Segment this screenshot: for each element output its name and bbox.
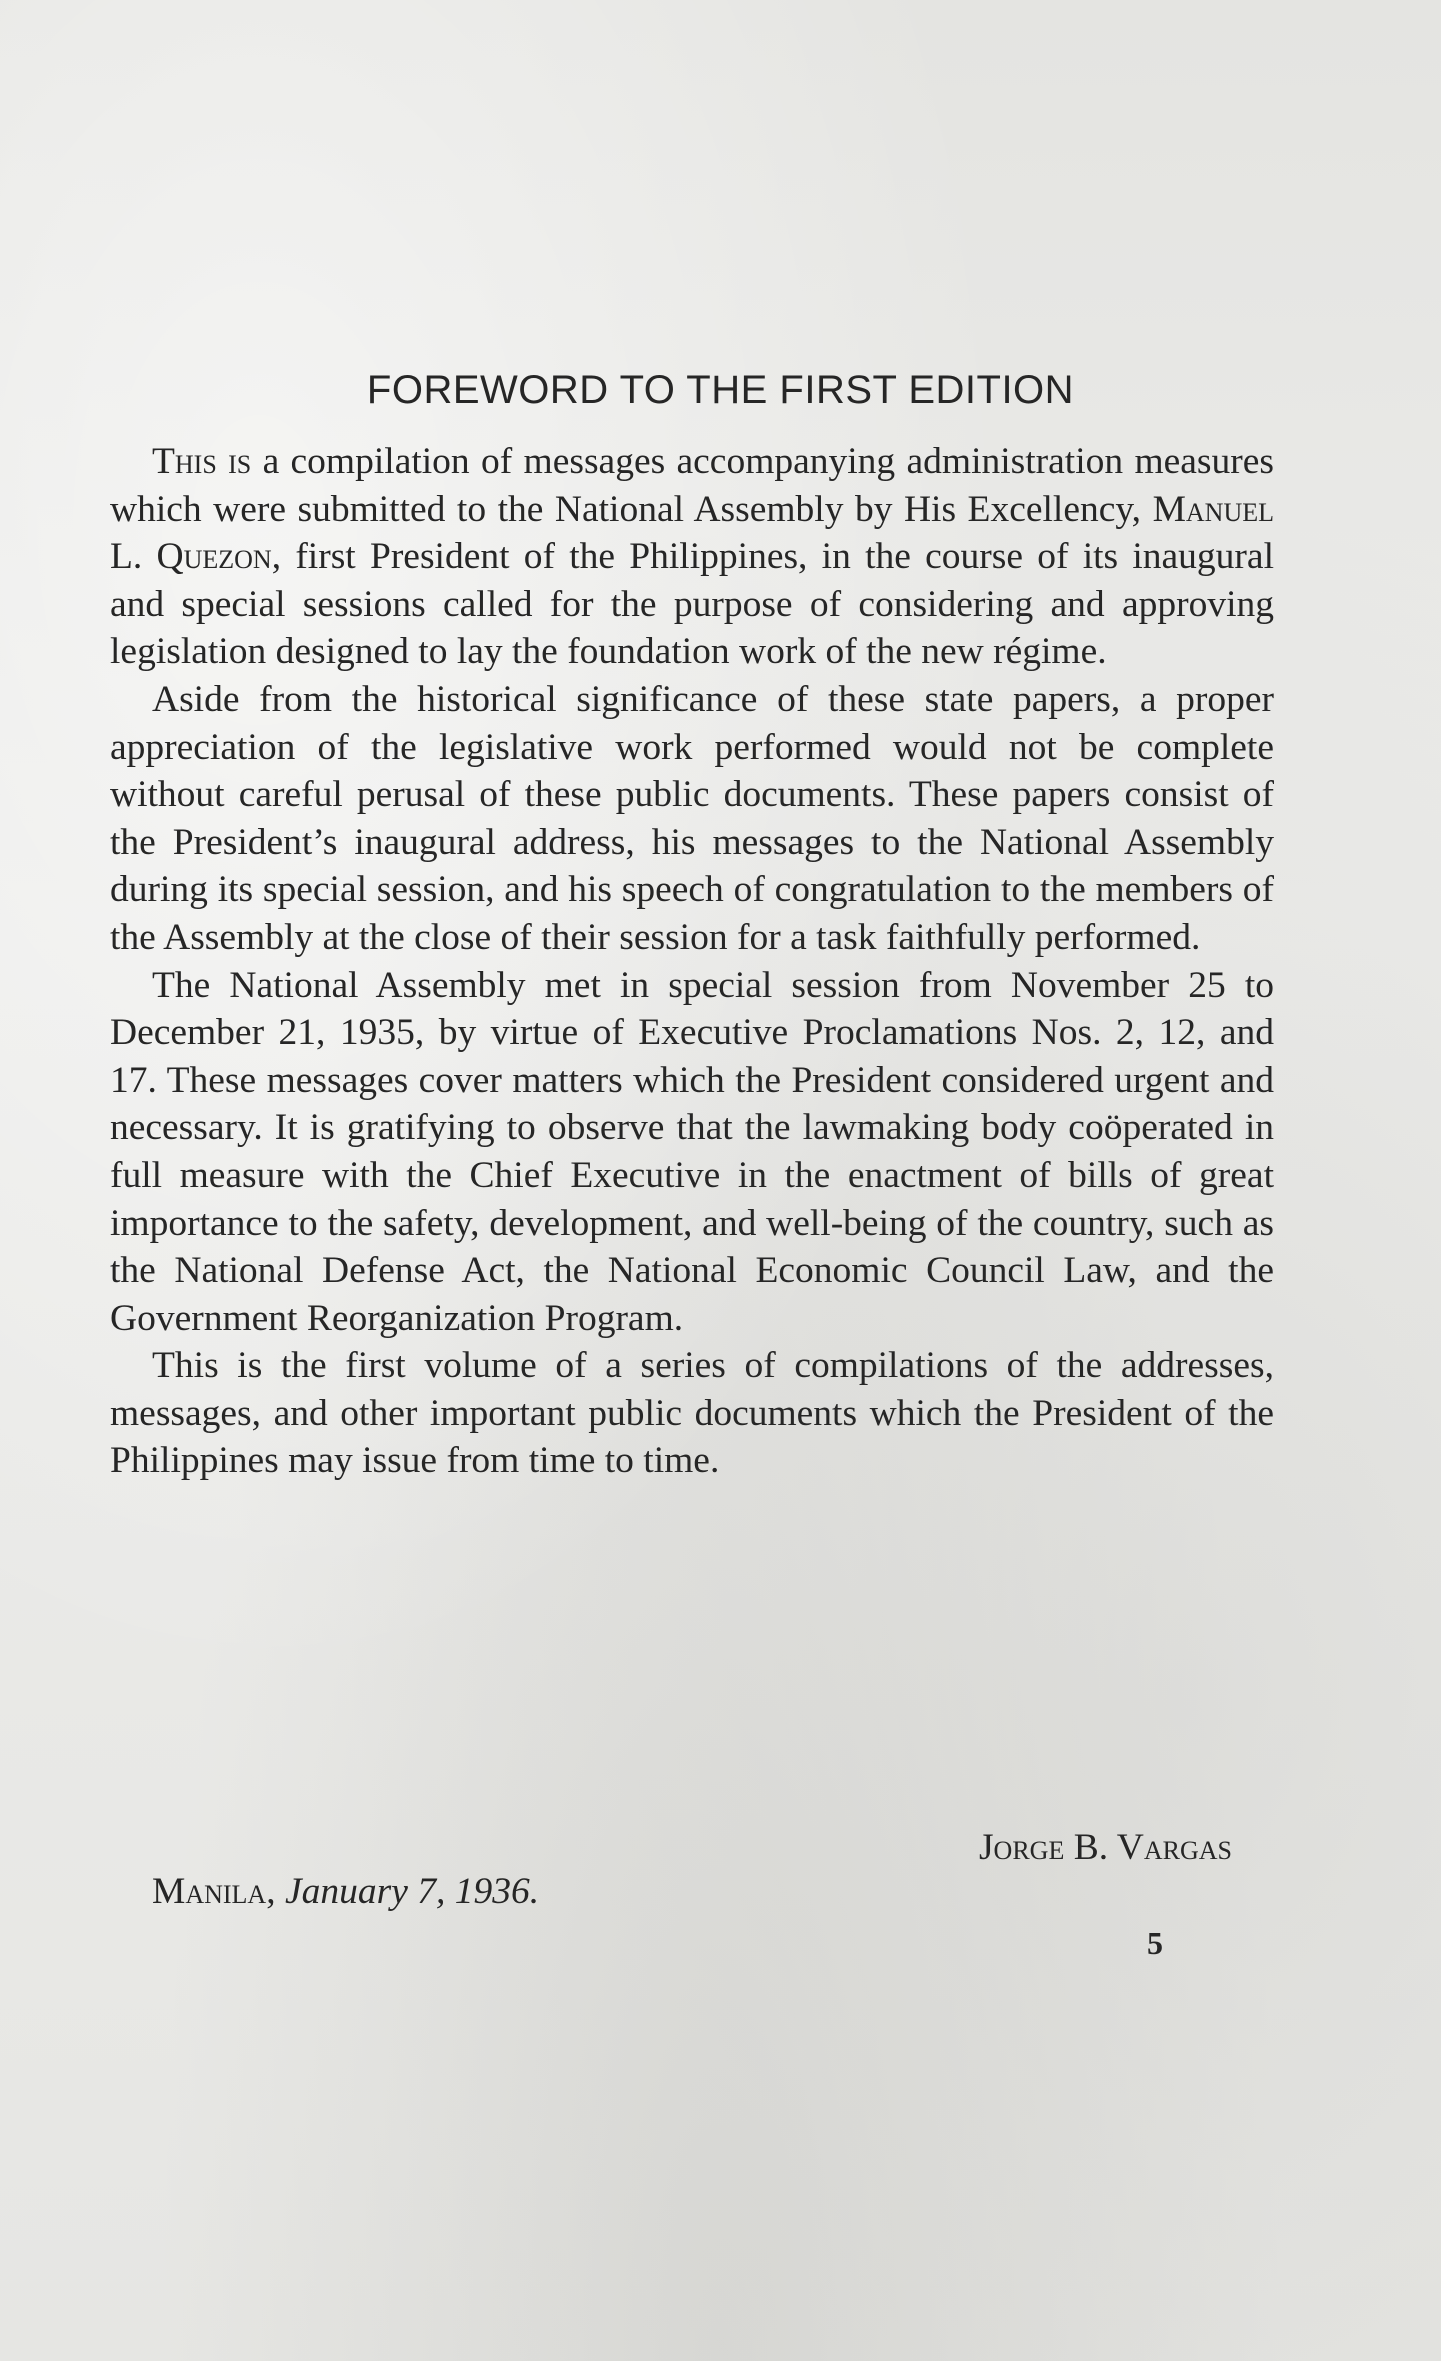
paragraph-1-text-b: , first President of the Philippines, in the course of its inaugural and special sessions called for the purpose of considering and approving legislation designed to lay the foundation work of the new régime.	[110, 536, 1274, 673]
paragraph-4: This is the first volume of a series of compilations of the addresses, messages, and other important public documents which the President of the Philippines may issue from time to time.	[110, 1345, 1274, 1482]
page-number: 5	[1147, 1925, 1163, 1961]
paragraph-1	[110, 438, 1274, 676]
president-name: Manuel L. Quezon	[110, 488, 1274, 578]
place: Manila,	[152, 1871, 276, 1912]
paragraph-2: Aside from the historical significance of these state papers, a proper appreciation of the legislative work performed would not be complete without careful perusal of these public documents. These papers consist of the President’s inaugural address, his messages to the National Assembly during its special session, and his speech of congratulation to the members of the Assembly at the close of their session for a task faithfully performed.	[110, 678, 1274, 958]
place-date	[152, 1870, 539, 1913]
signature: Jorge B. Vargas	[978, 1827, 1232, 1868]
foreword-body	[110, 438, 1274, 1485]
paragraph-1-lead-caps: This is	[152, 441, 252, 482]
date: January 7, 1936.	[284, 1871, 540, 1912]
paragraph-1-text-a: a compilation of messages accompanying administration measures which were submitted to the National Assembly by His Excellency,	[110, 441, 1274, 530]
paragraph-3: The National Assembly met in special session from November 25 to December 21, 1935, by virtue of Executive Proclamations Nos. 2, 12, and 17. These messages cover matters which the President considered urgent and necessary. It is gratifying to observe that the lawmaking body coöperated in full measure with the Chief Executive in the enactment of bills of great importance to the safety, development, and well-being of the country, such as the National Defense Act, the National Economic Council Law, and the Government Reorganization Program.	[110, 964, 1274, 1339]
foreword-heading: FOREWORD TO THE FIRST EDITION	[366, 368, 1075, 412]
